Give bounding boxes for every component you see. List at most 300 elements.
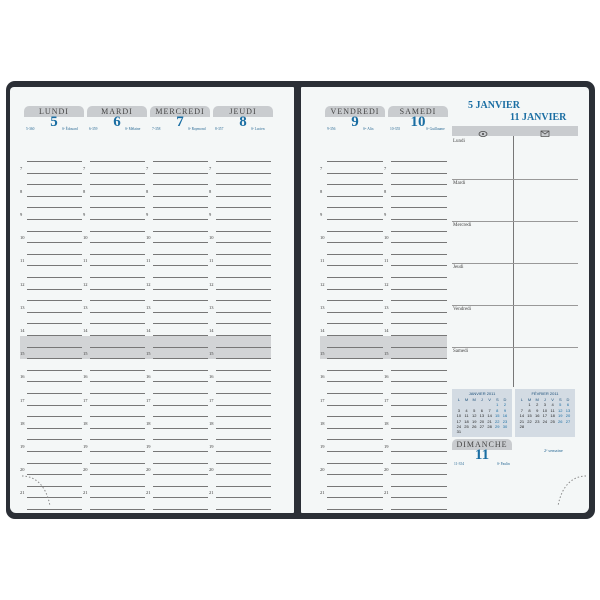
hour-row xyxy=(320,443,448,454)
calendar-date[interactable]: 8 xyxy=(528,407,531,413)
writing-line[interactable] xyxy=(327,277,383,278)
writing-line[interactable] xyxy=(327,509,383,510)
calendar-date[interactable]: 12 xyxy=(471,413,477,419)
writing-line[interactable] xyxy=(391,265,447,266)
calendar-date[interactable]: 23 xyxy=(502,418,508,424)
writing-line[interactable] xyxy=(391,497,447,498)
writing-line[interactable] xyxy=(153,265,208,266)
writing-line[interactable] xyxy=(327,335,383,336)
writing-line[interactable] xyxy=(391,416,447,417)
writing-line[interactable] xyxy=(391,381,447,382)
writing-line[interactable] xyxy=(153,207,208,208)
calendar-date[interactable]: 27 xyxy=(565,418,571,424)
writing-line[interactable] xyxy=(327,428,383,429)
writing-line[interactable] xyxy=(216,219,271,220)
writing-line[interactable] xyxy=(90,509,145,510)
writing-line[interactable] xyxy=(216,463,271,464)
calendar-date[interactable]: 6 xyxy=(566,402,570,408)
writing-line[interactable] xyxy=(27,231,82,232)
calendar-date[interactable]: 11 xyxy=(550,407,555,413)
writing-line[interactable] xyxy=(216,416,271,417)
writing-line[interactable] xyxy=(391,219,447,220)
calendar-date[interactable]: 23 xyxy=(534,418,540,424)
hour-label: 16 xyxy=(320,374,325,380)
writing-line[interactable] xyxy=(27,300,82,301)
writing-line[interactable] xyxy=(90,358,145,359)
writing-line[interactable] xyxy=(327,161,383,162)
writing-line[interactable] xyxy=(327,474,383,475)
writing-line[interactable] xyxy=(327,381,383,382)
writing-line[interactable] xyxy=(216,347,271,348)
writing-line[interactable] xyxy=(153,416,208,417)
writing-line[interactable] xyxy=(216,381,271,382)
contact-bar-svg xyxy=(452,129,578,139)
hour-label: 9 xyxy=(384,212,387,217)
calendar-date[interactable]: 3 xyxy=(543,402,547,408)
calendar-date[interactable]: 26 xyxy=(471,424,477,430)
writing-line[interactable] xyxy=(90,323,145,324)
calendar-date[interactable]: 17 xyxy=(456,418,462,424)
calendar-date[interactable]: 1 xyxy=(528,402,531,408)
writing-line[interactable] xyxy=(391,312,447,313)
writing-line[interactable] xyxy=(327,242,383,243)
calendar-date[interactable]: 14 xyxy=(487,413,492,419)
sunday-saint: Sᵗ Paulin xyxy=(497,462,510,466)
writing-line[interactable] xyxy=(216,439,271,440)
writing-line[interactable] xyxy=(90,184,145,185)
writing-line[interactable] xyxy=(391,173,447,174)
writing-line[interactable] xyxy=(327,416,383,417)
hour-row xyxy=(20,199,272,210)
hour-row xyxy=(20,315,272,326)
writing-line[interactable] xyxy=(216,393,271,394)
writing-line[interactable] xyxy=(327,358,383,359)
writing-line[interactable] xyxy=(216,370,271,371)
writing-line[interactable] xyxy=(90,497,145,498)
writing-line[interactable] xyxy=(391,347,447,348)
writing-line[interactable] xyxy=(216,323,271,324)
weekday-initial: V xyxy=(551,397,554,402)
calendar-date[interactable]: 16 xyxy=(502,413,508,419)
writing-line[interactable] xyxy=(27,289,82,290)
writing-line[interactable] xyxy=(216,242,271,243)
writing-line[interactable] xyxy=(90,277,145,278)
writing-line[interactable] xyxy=(327,265,383,266)
calendar-date[interactable]: 13 xyxy=(479,413,485,419)
writing-line[interactable] xyxy=(153,358,208,359)
writing-line[interactable] xyxy=(391,370,447,371)
writing-line[interactable] xyxy=(153,370,208,371)
calendar-date[interactable]: 21 xyxy=(487,418,492,424)
hour-row xyxy=(320,257,448,268)
writing-line[interactable] xyxy=(216,358,271,359)
calendar-date[interactable]: 9 xyxy=(536,407,539,413)
writing-line[interactable] xyxy=(391,323,447,324)
calendar-date[interactable] xyxy=(549,424,557,429)
writing-line[interactable] xyxy=(153,231,208,232)
calendar-date[interactable]: 22 xyxy=(495,418,500,424)
writing-line[interactable] xyxy=(27,393,82,394)
calendar-date[interactable]: 15 xyxy=(495,413,500,419)
writing-line[interactable] xyxy=(391,439,447,440)
writing-line[interactable] xyxy=(216,509,271,510)
hour-row xyxy=(20,176,272,187)
calendar-date[interactable]: 2 xyxy=(503,402,507,408)
hour-label: 9 xyxy=(20,212,23,217)
calendar-date[interactable]: 19 xyxy=(471,418,477,424)
writing-line[interactable] xyxy=(27,405,82,406)
writing-line[interactable] xyxy=(153,347,208,348)
writing-line[interactable] xyxy=(391,196,447,197)
writing-line[interactable] xyxy=(391,358,447,359)
writing-line[interactable] xyxy=(216,196,271,197)
writing-line[interactable] xyxy=(327,219,383,220)
writing-line[interactable] xyxy=(90,207,145,208)
calendar-date[interactable] xyxy=(486,429,494,434)
hour-label: 11 xyxy=(209,258,214,264)
writing-line[interactable] xyxy=(153,335,208,336)
writing-line[interactable] xyxy=(391,463,447,464)
writing-line[interactable] xyxy=(216,161,271,162)
writing-line[interactable] xyxy=(327,184,383,185)
calendar-date[interactable]: 12 xyxy=(558,407,563,413)
writing-line[interactable] xyxy=(327,405,383,406)
weekday-initial: L xyxy=(520,397,523,402)
hour-row xyxy=(320,478,448,489)
writing-line[interactable] xyxy=(27,254,82,255)
calendar-date[interactable]: 22 xyxy=(527,418,532,424)
calendar-date[interactable]: 19 xyxy=(558,413,563,419)
writing-line[interactable] xyxy=(327,289,383,290)
writing-line[interactable] xyxy=(391,207,447,208)
writing-line[interactable] xyxy=(391,289,447,290)
writing-line[interactable] xyxy=(90,463,145,464)
writing-line[interactable] xyxy=(327,323,383,324)
calendar-date[interactable] xyxy=(470,429,478,434)
calendar-date[interactable]: 30 xyxy=(502,424,508,430)
hour-label: 10 xyxy=(83,235,88,241)
writing-line[interactable] xyxy=(27,463,82,464)
calendar-date[interactable]: 10 xyxy=(542,407,548,413)
writing-line[interactable] xyxy=(153,184,208,185)
writing-line[interactable] xyxy=(216,289,271,290)
writing-line[interactable] xyxy=(391,451,447,452)
writing-line[interactable] xyxy=(327,254,383,255)
writing-line[interactable] xyxy=(153,173,208,174)
writing-line[interactable] xyxy=(90,381,145,382)
writing-line[interactable] xyxy=(27,173,82,174)
writing-line[interactable] xyxy=(27,370,82,371)
writing-line[interactable] xyxy=(391,474,447,475)
calendar-date[interactable]: 16 xyxy=(534,413,540,419)
hour-label: 8 xyxy=(384,188,387,194)
hour-label: 19 xyxy=(209,444,214,449)
hour-label: 19 xyxy=(83,444,88,449)
calendar-date[interactable]: 25 xyxy=(464,424,469,430)
calendar-date[interactable] xyxy=(541,424,549,429)
calendar-date[interactable]: 28 xyxy=(487,424,492,430)
writing-line[interactable] xyxy=(391,428,447,429)
hour-label: 7 xyxy=(146,165,149,171)
writing-line[interactable] xyxy=(216,451,271,452)
writing-line[interactable] xyxy=(27,207,82,208)
writing-line[interactable] xyxy=(27,451,82,452)
writing-line[interactable] xyxy=(90,312,145,313)
writing-line[interactable] xyxy=(391,277,447,278)
calendar-date[interactable]: 9 xyxy=(503,407,507,413)
writing-line[interactable] xyxy=(153,300,208,301)
writing-line[interactable] xyxy=(27,358,82,359)
writing-line[interactable] xyxy=(327,393,383,394)
hour-label: 15 xyxy=(384,351,389,357)
hour-label: 13 xyxy=(83,304,88,310)
weekday-initial: M xyxy=(464,397,469,402)
calendar-date[interactable]: 28 xyxy=(519,424,525,430)
mini-calendar xyxy=(452,389,512,437)
calendar-date[interactable]: 24 xyxy=(456,424,462,430)
calendar-date[interactable] xyxy=(533,424,541,429)
writing-line[interactable] xyxy=(153,254,208,255)
writing-line[interactable] xyxy=(327,312,383,313)
hour-label: 9 xyxy=(146,212,149,217)
writing-line[interactable] xyxy=(391,231,447,232)
hour-label: 13 xyxy=(146,304,151,310)
writing-line[interactable] xyxy=(327,207,383,208)
writing-line[interactable] xyxy=(216,300,271,301)
writing-line[interactable] xyxy=(216,207,271,208)
hour-row xyxy=(320,188,448,199)
writing-line[interactable] xyxy=(27,242,82,243)
writing-line[interactable] xyxy=(27,184,82,185)
writing-line[interactable] xyxy=(90,474,145,475)
writing-line[interactable] xyxy=(216,265,271,266)
writing-line[interactable] xyxy=(327,196,383,197)
writing-line[interactable] xyxy=(216,277,271,278)
calendar-date[interactable]: 4 xyxy=(465,407,468,413)
writing-line[interactable] xyxy=(90,451,145,452)
writing-line[interactable] xyxy=(27,416,82,417)
writing-line[interactable] xyxy=(90,265,145,266)
calendar-date[interactable]: 3 xyxy=(457,407,460,413)
writing-line[interactable] xyxy=(90,347,145,348)
writing-line[interactable] xyxy=(90,416,145,417)
writing-line[interactable] xyxy=(90,393,145,394)
writing-line[interactable] xyxy=(90,428,145,429)
hour-row xyxy=(20,188,272,199)
calendar-date[interactable]: 20 xyxy=(565,413,571,419)
writing-line[interactable] xyxy=(27,265,82,266)
writing-line[interactable] xyxy=(27,381,82,382)
writing-line[interactable] xyxy=(216,335,271,336)
writing-line[interactable] xyxy=(391,242,447,243)
calendar-date[interactable]: 11 xyxy=(464,413,469,419)
writing-line[interactable] xyxy=(327,231,383,232)
writing-line[interactable] xyxy=(327,497,383,498)
writing-line[interactable] xyxy=(327,370,383,371)
writing-line[interactable] xyxy=(90,161,145,162)
hour-row xyxy=(320,199,448,210)
calendar-date[interactable]: 2 xyxy=(536,402,539,408)
writing-line[interactable] xyxy=(391,254,447,255)
calendar-date[interactable]: 26 xyxy=(558,418,563,424)
writing-line[interactable] xyxy=(391,393,447,394)
calendar-date[interactable]: 27 xyxy=(479,424,485,430)
writing-line[interactable] xyxy=(216,474,271,475)
writing-line[interactable] xyxy=(216,428,271,429)
hour-row xyxy=(20,373,272,384)
writing-line[interactable] xyxy=(327,486,383,487)
calendar-date[interactable]: 13 xyxy=(565,407,571,413)
writing-line[interactable] xyxy=(90,300,145,301)
writing-line[interactable] xyxy=(90,486,145,487)
calendar-date[interactable]: 1 xyxy=(496,402,499,408)
writing-line[interactable] xyxy=(153,486,208,487)
writing-line[interactable] xyxy=(391,300,447,301)
left-day-header: MERCREDI xyxy=(150,106,210,117)
hour-row xyxy=(320,350,448,361)
writing-line[interactable] xyxy=(216,497,271,498)
writing-line[interactable] xyxy=(153,474,208,475)
hour-label: 14 xyxy=(209,328,214,333)
left-day-number: 8 xyxy=(239,114,247,130)
hour-label: 19 xyxy=(320,444,325,449)
calendar-date[interactable] xyxy=(478,429,486,434)
calendar-date[interactable]: 7 xyxy=(488,407,491,413)
writing-line[interactable] xyxy=(90,231,145,232)
calendar-date[interactable]: 5 xyxy=(473,407,476,413)
calendar-date[interactable]: 17 xyxy=(542,413,548,419)
calendar-date[interactable]: 24 xyxy=(542,418,548,424)
writing-line[interactable] xyxy=(27,428,82,429)
calendar-date[interactable]: 5 xyxy=(559,402,562,408)
writing-line[interactable] xyxy=(216,231,271,232)
writing-line[interactable] xyxy=(90,173,145,174)
calendar-date[interactable] xyxy=(526,424,534,429)
writing-line[interactable] xyxy=(153,289,208,290)
writing-line[interactable] xyxy=(90,196,145,197)
hour-label: 13 xyxy=(320,304,325,310)
calendar-date[interactable]: 25 xyxy=(550,418,555,424)
writing-line[interactable] xyxy=(27,335,82,336)
writing-line[interactable] xyxy=(153,277,208,278)
writing-line[interactable] xyxy=(327,439,383,440)
calendar-date[interactable]: 31 xyxy=(456,429,462,435)
writing-line[interactable] xyxy=(391,509,447,510)
writing-line[interactable] xyxy=(391,161,447,162)
writing-line[interactable] xyxy=(27,161,82,162)
writing-line[interactable] xyxy=(153,451,208,452)
hour-label: 21 xyxy=(209,490,214,496)
writing-line[interactable] xyxy=(27,219,82,220)
writing-line[interactable] xyxy=(153,312,208,313)
hour-row xyxy=(20,408,272,419)
calendar-date[interactable]: 7 xyxy=(520,407,523,413)
writing-line[interactable] xyxy=(90,335,145,336)
writing-line[interactable] xyxy=(391,405,447,406)
writing-line[interactable] xyxy=(27,439,82,440)
writing-line[interactable] xyxy=(153,381,208,382)
calendar-date[interactable] xyxy=(463,429,471,434)
calendar-date[interactable] xyxy=(501,429,509,434)
writing-line[interactable] xyxy=(90,405,145,406)
writing-line[interactable] xyxy=(391,184,447,185)
calendar-date[interactable]: 18 xyxy=(550,413,555,419)
writing-line[interactable] xyxy=(90,242,145,243)
writing-line[interactable] xyxy=(216,486,271,487)
calendar-date[interactable] xyxy=(493,429,501,434)
writing-line[interactable] xyxy=(153,393,208,394)
calendar-date[interactable] xyxy=(564,424,572,429)
writing-line[interactable] xyxy=(327,173,383,174)
writing-line[interactable] xyxy=(216,312,271,313)
hour-label: 12 xyxy=(320,281,325,287)
writing-line[interactable] xyxy=(216,184,271,185)
hour-row xyxy=(320,408,448,419)
writing-line[interactable] xyxy=(90,254,145,255)
writing-line[interactable] xyxy=(27,277,82,278)
writing-line[interactable] xyxy=(153,497,208,498)
writing-line[interactable] xyxy=(153,161,208,162)
writing-line[interactable] xyxy=(327,300,383,301)
hour-label: 18 xyxy=(384,420,389,426)
calendar-date[interactable]: 20 xyxy=(479,418,485,424)
writing-line[interactable] xyxy=(153,439,208,440)
writing-line[interactable] xyxy=(27,323,82,324)
writing-line[interactable] xyxy=(90,219,145,220)
writing-line[interactable] xyxy=(327,347,383,348)
calendar-date[interactable]: 21 xyxy=(519,418,525,424)
calendar-date[interactable]: 14 xyxy=(519,413,525,419)
writing-line[interactable] xyxy=(327,451,383,452)
writing-line[interactable] xyxy=(90,370,145,371)
hour-label: 16 xyxy=(20,374,25,380)
hour-row xyxy=(320,385,448,396)
week-day-separator xyxy=(452,179,578,180)
left-day-count: 7-358 xyxy=(152,127,161,131)
hour-row xyxy=(20,339,272,350)
writing-line[interactable] xyxy=(27,347,82,348)
calendar-date[interactable]: 29 xyxy=(495,424,500,430)
writing-line[interactable] xyxy=(153,242,208,243)
writing-line[interactable] xyxy=(391,335,447,336)
writing-line[interactable] xyxy=(391,486,447,487)
writing-line[interactable] xyxy=(216,405,271,406)
writing-line[interactable] xyxy=(153,405,208,406)
calendar-date[interactable]: 6 xyxy=(480,407,484,413)
writing-line[interactable] xyxy=(27,312,82,313)
writing-line[interactable] xyxy=(327,463,383,464)
calendar-date[interactable]: 8 xyxy=(496,407,499,413)
writing-line[interactable] xyxy=(90,289,145,290)
calendar-date[interactable]: 15 xyxy=(527,413,532,419)
calendar-date[interactable]: 10 xyxy=(456,413,462,419)
writing-line[interactable] xyxy=(216,254,271,255)
writing-line[interactable] xyxy=(216,173,271,174)
writing-line[interactable] xyxy=(153,219,208,220)
writing-line[interactable] xyxy=(90,439,145,440)
week-day-label: Samedi xyxy=(453,349,468,354)
writing-line[interactable] xyxy=(153,463,208,464)
writing-line[interactable] xyxy=(153,323,208,324)
calendar-date[interactable]: 4 xyxy=(551,402,554,408)
writing-line[interactable] xyxy=(27,196,82,197)
writing-line[interactable] xyxy=(153,428,208,429)
hour-label: 11 xyxy=(83,258,88,264)
writing-line[interactable] xyxy=(153,196,208,197)
calendar-date[interactable]: 18 xyxy=(464,418,469,424)
writing-line[interactable] xyxy=(153,509,208,510)
calendar-date[interactable] xyxy=(556,424,564,429)
